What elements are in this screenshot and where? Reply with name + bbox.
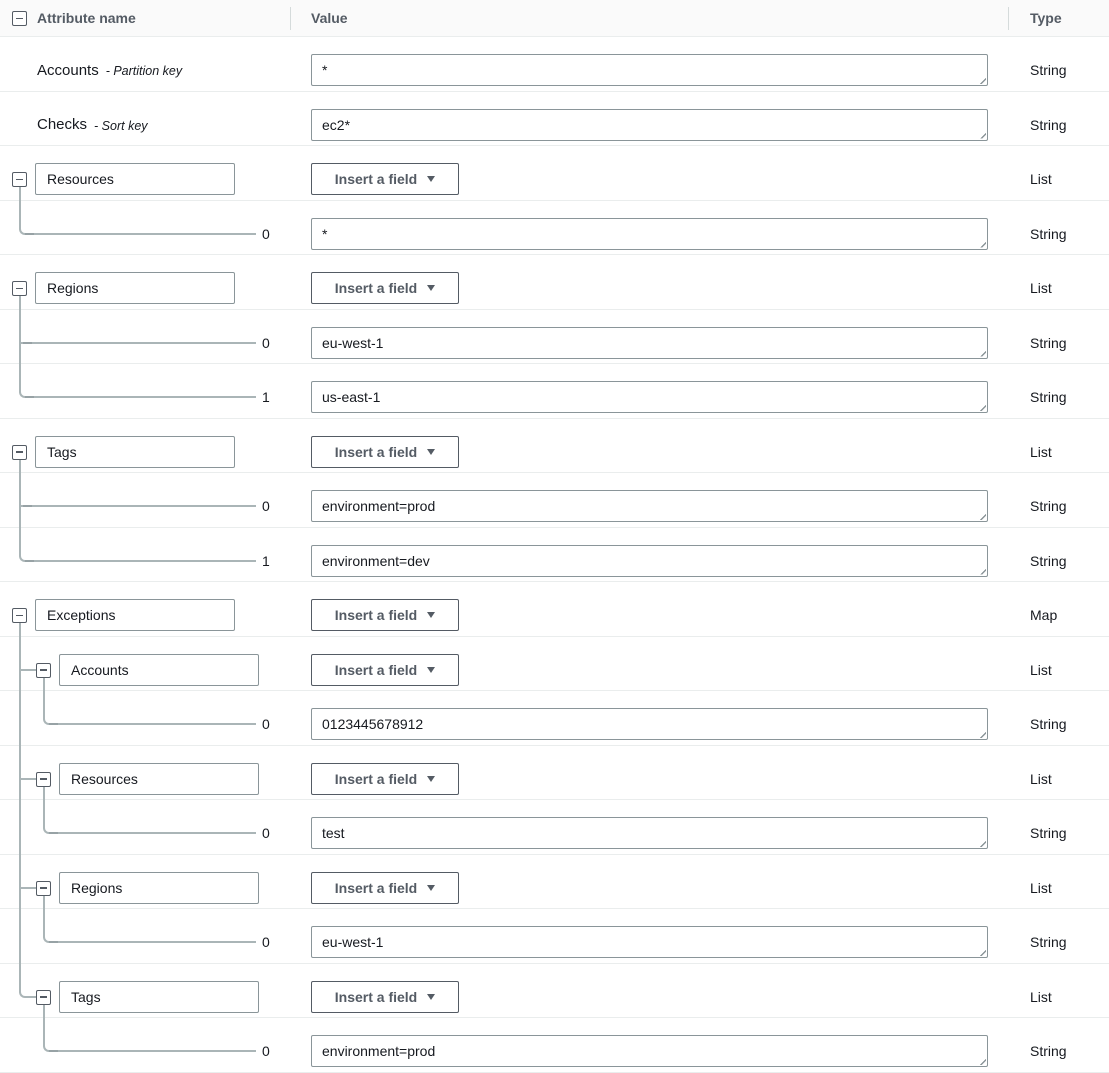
type-label: List [1030, 988, 1052, 1005]
insert-field-button[interactable] [311, 163, 459, 195]
attribute-name-input[interactable] [59, 763, 259, 795]
column-header-type: Type [1030, 10, 1062, 26]
tree-connector-line [19, 623, 21, 637]
insert-field-button[interactable] [311, 599, 459, 631]
tree-connector-line [19, 887, 36, 889]
tree-connector-line [43, 787, 45, 801]
collapse-all-icon[interactable] [12, 11, 27, 26]
type-label: String [1030, 116, 1067, 133]
attribute-row-item [0, 909, 1109, 964]
collapse-icon[interactable] [36, 663, 51, 678]
tree-connector-line [43, 908, 256, 943]
type-label: String [1030, 1043, 1067, 1059]
minus-glyph [16, 18, 23, 20]
insert-field-button[interactable] [311, 272, 459, 304]
attribute-row-section [0, 419, 1109, 474]
attribute-name-input[interactable] [59, 872, 259, 904]
type-label: String [1030, 498, 1067, 514]
type-label: List [1030, 443, 1052, 460]
tree-connector-line [19, 472, 21, 528]
insert-field-label: Insert a field [334, 607, 418, 623]
tree-connector-line [19, 745, 21, 801]
type-label: Map [1030, 607, 1058, 623]
value-field [311, 54, 988, 86]
attribute-row-key [0, 92, 1109, 147]
minus-glyph [16, 288, 23, 290]
index-label: 0 [262, 334, 270, 351]
index-label: 0 [262, 934, 270, 950]
collapse-icon[interactable] [36, 990, 51, 1005]
caret-down-icon [427, 667, 435, 673]
minus-glyph [16, 615, 23, 617]
index-label: 0 [262, 498, 270, 514]
tree-connector-line [19, 527, 256, 562]
insert-field-button[interactable] [311, 436, 459, 468]
insert-field-button[interactable] [311, 872, 459, 904]
attribute-row-item [0, 528, 1109, 583]
attribute-row-item [0, 800, 1109, 855]
value-input[interactable] [311, 490, 988, 522]
value-input[interactable] [311, 109, 988, 141]
value-input[interactable] [311, 708, 988, 740]
attribute-row-section [0, 637, 1109, 692]
tree-connector-line [43, 678, 45, 692]
attribute-row-section [0, 582, 1109, 637]
attribute-name-input[interactable] [35, 436, 235, 468]
minus-glyph [16, 179, 23, 181]
type-label: String [1030, 62, 1067, 78]
header-column-divider [1008, 7, 1009, 30]
tree-connector-line [19, 342, 256, 344]
type-label: List [1030, 879, 1052, 896]
type-label: String [1030, 389, 1067, 405]
value-field [311, 545, 988, 577]
tree-connector-line [19, 963, 36, 998]
type-label: List [1030, 770, 1052, 787]
value-field [311, 109, 988, 141]
key-label [37, 109, 148, 141]
tree-connector-line [19, 460, 21, 474]
tree-connector-line [19, 778, 36, 780]
minus-glyph [40, 778, 47, 780]
tree-connector-line [19, 636, 21, 692]
insert-field-button[interactable] [311, 654, 459, 686]
tree-connector-line [19, 908, 21, 964]
header-column-divider [290, 7, 291, 30]
attribute-row-item [0, 473, 1109, 528]
attribute-row-item [0, 691, 1109, 746]
tree-connector-line [43, 799, 256, 834]
minus-glyph [40, 669, 47, 671]
caret-down-icon [427, 285, 435, 291]
insert-field-label: Insert a field [334, 661, 418, 678]
type-label: List [1030, 171, 1052, 187]
value-input[interactable] [311, 218, 988, 250]
attribute-row-item [0, 310, 1109, 365]
insert-field-label: Insert a field [334, 280, 418, 296]
column-header-attribute-name: Attribute name [37, 10, 136, 26]
key-role-suffix: - Partition key [105, 64, 183, 78]
value-field [311, 327, 988, 359]
minus-glyph [16, 451, 23, 453]
collapse-icon[interactable] [12, 608, 27, 623]
index-label: 1 [262, 552, 270, 569]
collapse-icon[interactable] [12, 281, 27, 296]
insert-field-label: Insert a field [334, 988, 418, 1005]
type-label: String [1030, 716, 1067, 732]
type-label: String [1030, 825, 1067, 841]
tree-connector-line [19, 296, 21, 310]
tree-connector-line [19, 799, 21, 855]
caret-down-icon [427, 449, 435, 455]
attribute-row-section [0, 746, 1109, 801]
tree-connector-line [19, 363, 256, 398]
insert-field-label: Insert a field [334, 443, 418, 460]
attribute-name-input[interactable] [59, 654, 259, 686]
attribute-row-item [0, 364, 1109, 419]
insert-field-label: Insert a field [334, 879, 418, 896]
tree-connector-line [43, 1005, 45, 1019]
value-input[interactable] [311, 817, 988, 849]
index-label: 0 [262, 716, 270, 732]
insert-field-label: Insert a field [334, 171, 418, 187]
caret-down-icon [427, 176, 435, 182]
collapse-icon[interactable] [36, 772, 51, 787]
collapse-icon[interactable] [12, 445, 27, 460]
type-label: String [1030, 934, 1067, 950]
index-label: 0 [262, 225, 270, 242]
attribute-row-section [0, 855, 1109, 910]
attribute-name-input[interactable] [35, 163, 235, 195]
value-field [311, 1035, 988, 1067]
attribute-rows [0, 37, 1109, 1073]
table-header [0, 0, 1109, 37]
value-input[interactable] [311, 327, 988, 359]
attribute-row-key [0, 37, 1109, 92]
attribute-row-section [0, 255, 1109, 310]
insert-field-button[interactable] [311, 981, 459, 1013]
tree-connector-line [19, 200, 256, 235]
value-field [311, 926, 988, 958]
value-input[interactable] [311, 381, 988, 413]
key-name: Checks [37, 116, 88, 133]
attribute-row-item [0, 1018, 1109, 1073]
value-input[interactable] [311, 545, 988, 577]
tree-connector-line [43, 1017, 256, 1052]
insert-field-button[interactable] [311, 763, 459, 795]
type-label: List [1030, 280, 1052, 296]
attribute-name-input[interactable] [59, 981, 259, 1013]
index-label: 1 [262, 389, 270, 405]
tree-connector-line [43, 690, 256, 725]
value-input[interactable] [311, 926, 988, 958]
attribute-name-input[interactable] [35, 599, 235, 631]
key-name: Accounts [37, 61, 99, 79]
key-label [37, 54, 182, 86]
value-input[interactable] [311, 54, 988, 86]
minus-glyph [40, 996, 47, 998]
attribute-row-section [0, 964, 1109, 1019]
collapse-icon[interactable] [12, 172, 27, 187]
tree-connector-line [43, 896, 45, 910]
index-label: 0 [262, 1043, 270, 1059]
tree-connector-line [19, 309, 21, 365]
attribute-name-input[interactable] [35, 272, 235, 304]
column-header-value: Value [311, 10, 348, 26]
tree-connector-line [19, 690, 21, 746]
key-role-suffix: - Sort key [94, 118, 148, 133]
type-label: String [1030, 552, 1067, 569]
caret-down-icon [427, 994, 435, 1000]
index-label: 0 [262, 825, 270, 841]
value-field [311, 708, 988, 740]
caret-down-icon [427, 612, 435, 618]
value-field [311, 218, 988, 250]
caret-down-icon [427, 885, 435, 891]
tree-connector-line [19, 187, 21, 201]
type-label: String [1030, 225, 1067, 242]
value-field [311, 817, 988, 849]
value-input[interactable] [311, 1035, 988, 1067]
collapse-icon[interactable] [36, 881, 51, 896]
tree-connector-line [19, 669, 36, 671]
type-label: List [1030, 661, 1052, 678]
attribute-row-item [0, 201, 1109, 256]
caret-down-icon [427, 776, 435, 782]
type-label: String [1030, 334, 1067, 351]
tree-connector-line [19, 505, 256, 507]
insert-field-label: Insert a field [334, 770, 418, 787]
tree-connector-line [19, 854, 21, 910]
value-field [311, 490, 988, 522]
attribute-row-section [0, 146, 1109, 201]
minus-glyph [40, 887, 47, 889]
value-field [311, 381, 988, 413]
